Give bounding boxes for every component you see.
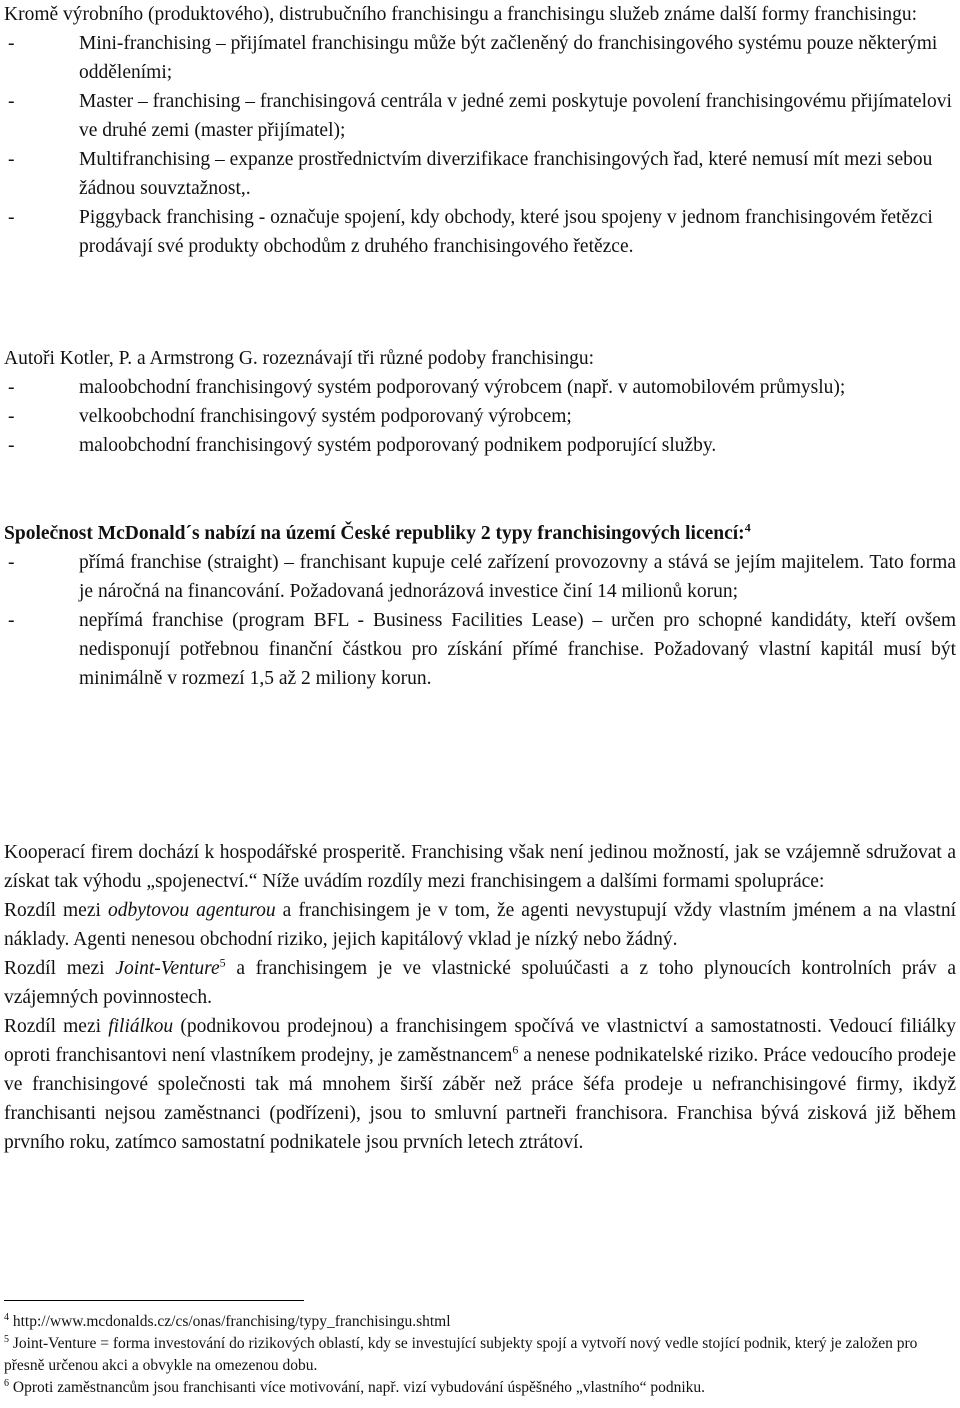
list-item: - Mini-franchising – přijímatel franchisingu může být začleněný do franchisingového systému pouze některými odděleními; <box>8 33 938 83</box>
list-item: - přímá franchise (straight) – franchisant kupuje celé zařízení provozovny a stává se jejím majitelem. Tato forma je náročná na financování. Požadovaná jednorázová investice činí 14 milionů korun; <box>8 552 956 602</box>
paragraph: Rozdíl mezi odbytovou agenturou a franchisingem je v tom, že agenti nevystupují vždy vlastním jménem a na vlastní náklady. Agenti nenesou obchodní riziko, jejich kapitálový vklad je nízký nebo žádný. <box>4 900 956 950</box>
list-item: - Piggyback franchising - označuje spojení, kdy obchody, které jsou spojeny v jednom franchisingovém řetězci prodávají své produkty obchodům z druhého franchisingového řetězce. <box>8 207 933 257</box>
footnote-divider <box>4 1300 304 1301</box>
kotler-armstrong-section <box>4 344 956 460</box>
footnote: $^5$ Joint-Venture = forma investování do rizikových oblastí, kdy se investující subjekty spojí a vytvoří nový vedle stojící podnik, který je založen pro přesně určenou akci a obvykle na omezenou dobu. <box>4 1333 918 1374</box>
list-item: - maloobchodní franchisingový systém podporovaný podnikem podporující služby. <box>8 435 717 456</box>
list-item: - maloobchodní franchisingový systém podporovaný výrobcem (např. v automobilovém průmyslu); <box>8 377 846 398</box>
list-item: - nepřímá franchise (program BFL - Business Facilities Lease) – určen pro schopné kandidáty, kteří ovšem nedisponují potřebnou finanční částkou pro získání přímé franchise. Požadovaný vlastní kapitál musí být minimálně v rozmezí 1,5 až 2 miliony korun. <box>8 610 956 689</box>
paragraph: Rozdíl mezi Joint-Venture$^5$ a franchisingem je ve vlastnické spoluúčasti a z toho plynoucích kontrolních práv a vzájemných povinnostech. <box>4 955 956 1008</box>
term: filiálkou <box>108 1016 174 1037</box>
section-heading: Společnost McDonald´s nabízí na území České republiky 2 typy franchisingových licencí:$^4$ <box>4 520 751 544</box>
term: odbytovou agenturou <box>107 900 276 921</box>
section-intro: Autoři Kotler, P. a Armstrong G. rozeznávají tři různé podoby franchisingu: <box>4 348 595 369</box>
forms-of-franchising-section <box>4 0 956 261</box>
list-item: - velkoobchodní franchisingový systém podporovaný výrobcem; <box>8 406 572 427</box>
list-item: - Multifranchising – expanze prostřednictvím diverzifikace franchisingových řad, které nemusí mít mezi sebou žádnou souvztažnost,. <box>8 149 933 199</box>
paragraph: Rozdíl mezi filiálkou (podnikovou prodejnou) a franchisingem spočívá ve vlastnictví a samostatnosti. Vedoucí filiálky oproti franchisantovi není vlastníkem prodejny, je zaměstnancem$^6$ a nenese podnikatelské riziko. Práce vedoucího prodeje ve franchisingové společnosti tak má mnohem širší záběr než práce šéfa prodeje u nefranchisingové firmy, ikdyž franchisanti nejsou zaměstnanci (podřízeni), jsou to smluvní partneři franchisora. Franchisa bývá zisková již během prvního roku, zatímco samostatní podnikatele jsou prvních letech ztrátoví. <box>4 1016 956 1153</box>
list-item: - Master – franchising – franchisingová centrála v jedné zemi poskytuje povolení franchisingovému přijímatelovi ve druhé zemi (master přijímatel); <box>8 91 952 141</box>
footnote-ref: 6 <box>512 1042 519 1057</box>
cooperation-section <box>4 838 956 1157</box>
section-intro: Kromě výrobního (produktového), distrubučního franchisingu a franchisingu služeb známe další formy franchisingu: <box>4 4 918 25</box>
footnote: $^6$ Oproti zaměstnancům jsou franchisanti více motivování, např. vizí vybudování úspěšného „vlastního“ podniku. <box>4 1377 706 1396</box>
mcdonalds-licences-section <box>4 519 956 693</box>
footnote-ref: 5 <box>219 955 226 970</box>
paragraph: Kooperací firem dochází k hospodářské prosperitě. Franchising však není jedinou možností, jak se vzájemně sdružovat a získat tak výhodu „spojenectví.“ Níže uvádím rozdíly mezi franchisingem a dalšími formami spolupráce: <box>4 842 956 892</box>
footnotes <box>4 1311 956 1399</box>
footnote: $^4$ http://www.mcdonalds.cz/cs/onas/franchising/typy_franchisingu.shtml <box>4 1311 451 1330</box>
footnote-ref: 4 <box>744 520 751 535</box>
term: Joint-Venture <box>115 958 220 979</box>
